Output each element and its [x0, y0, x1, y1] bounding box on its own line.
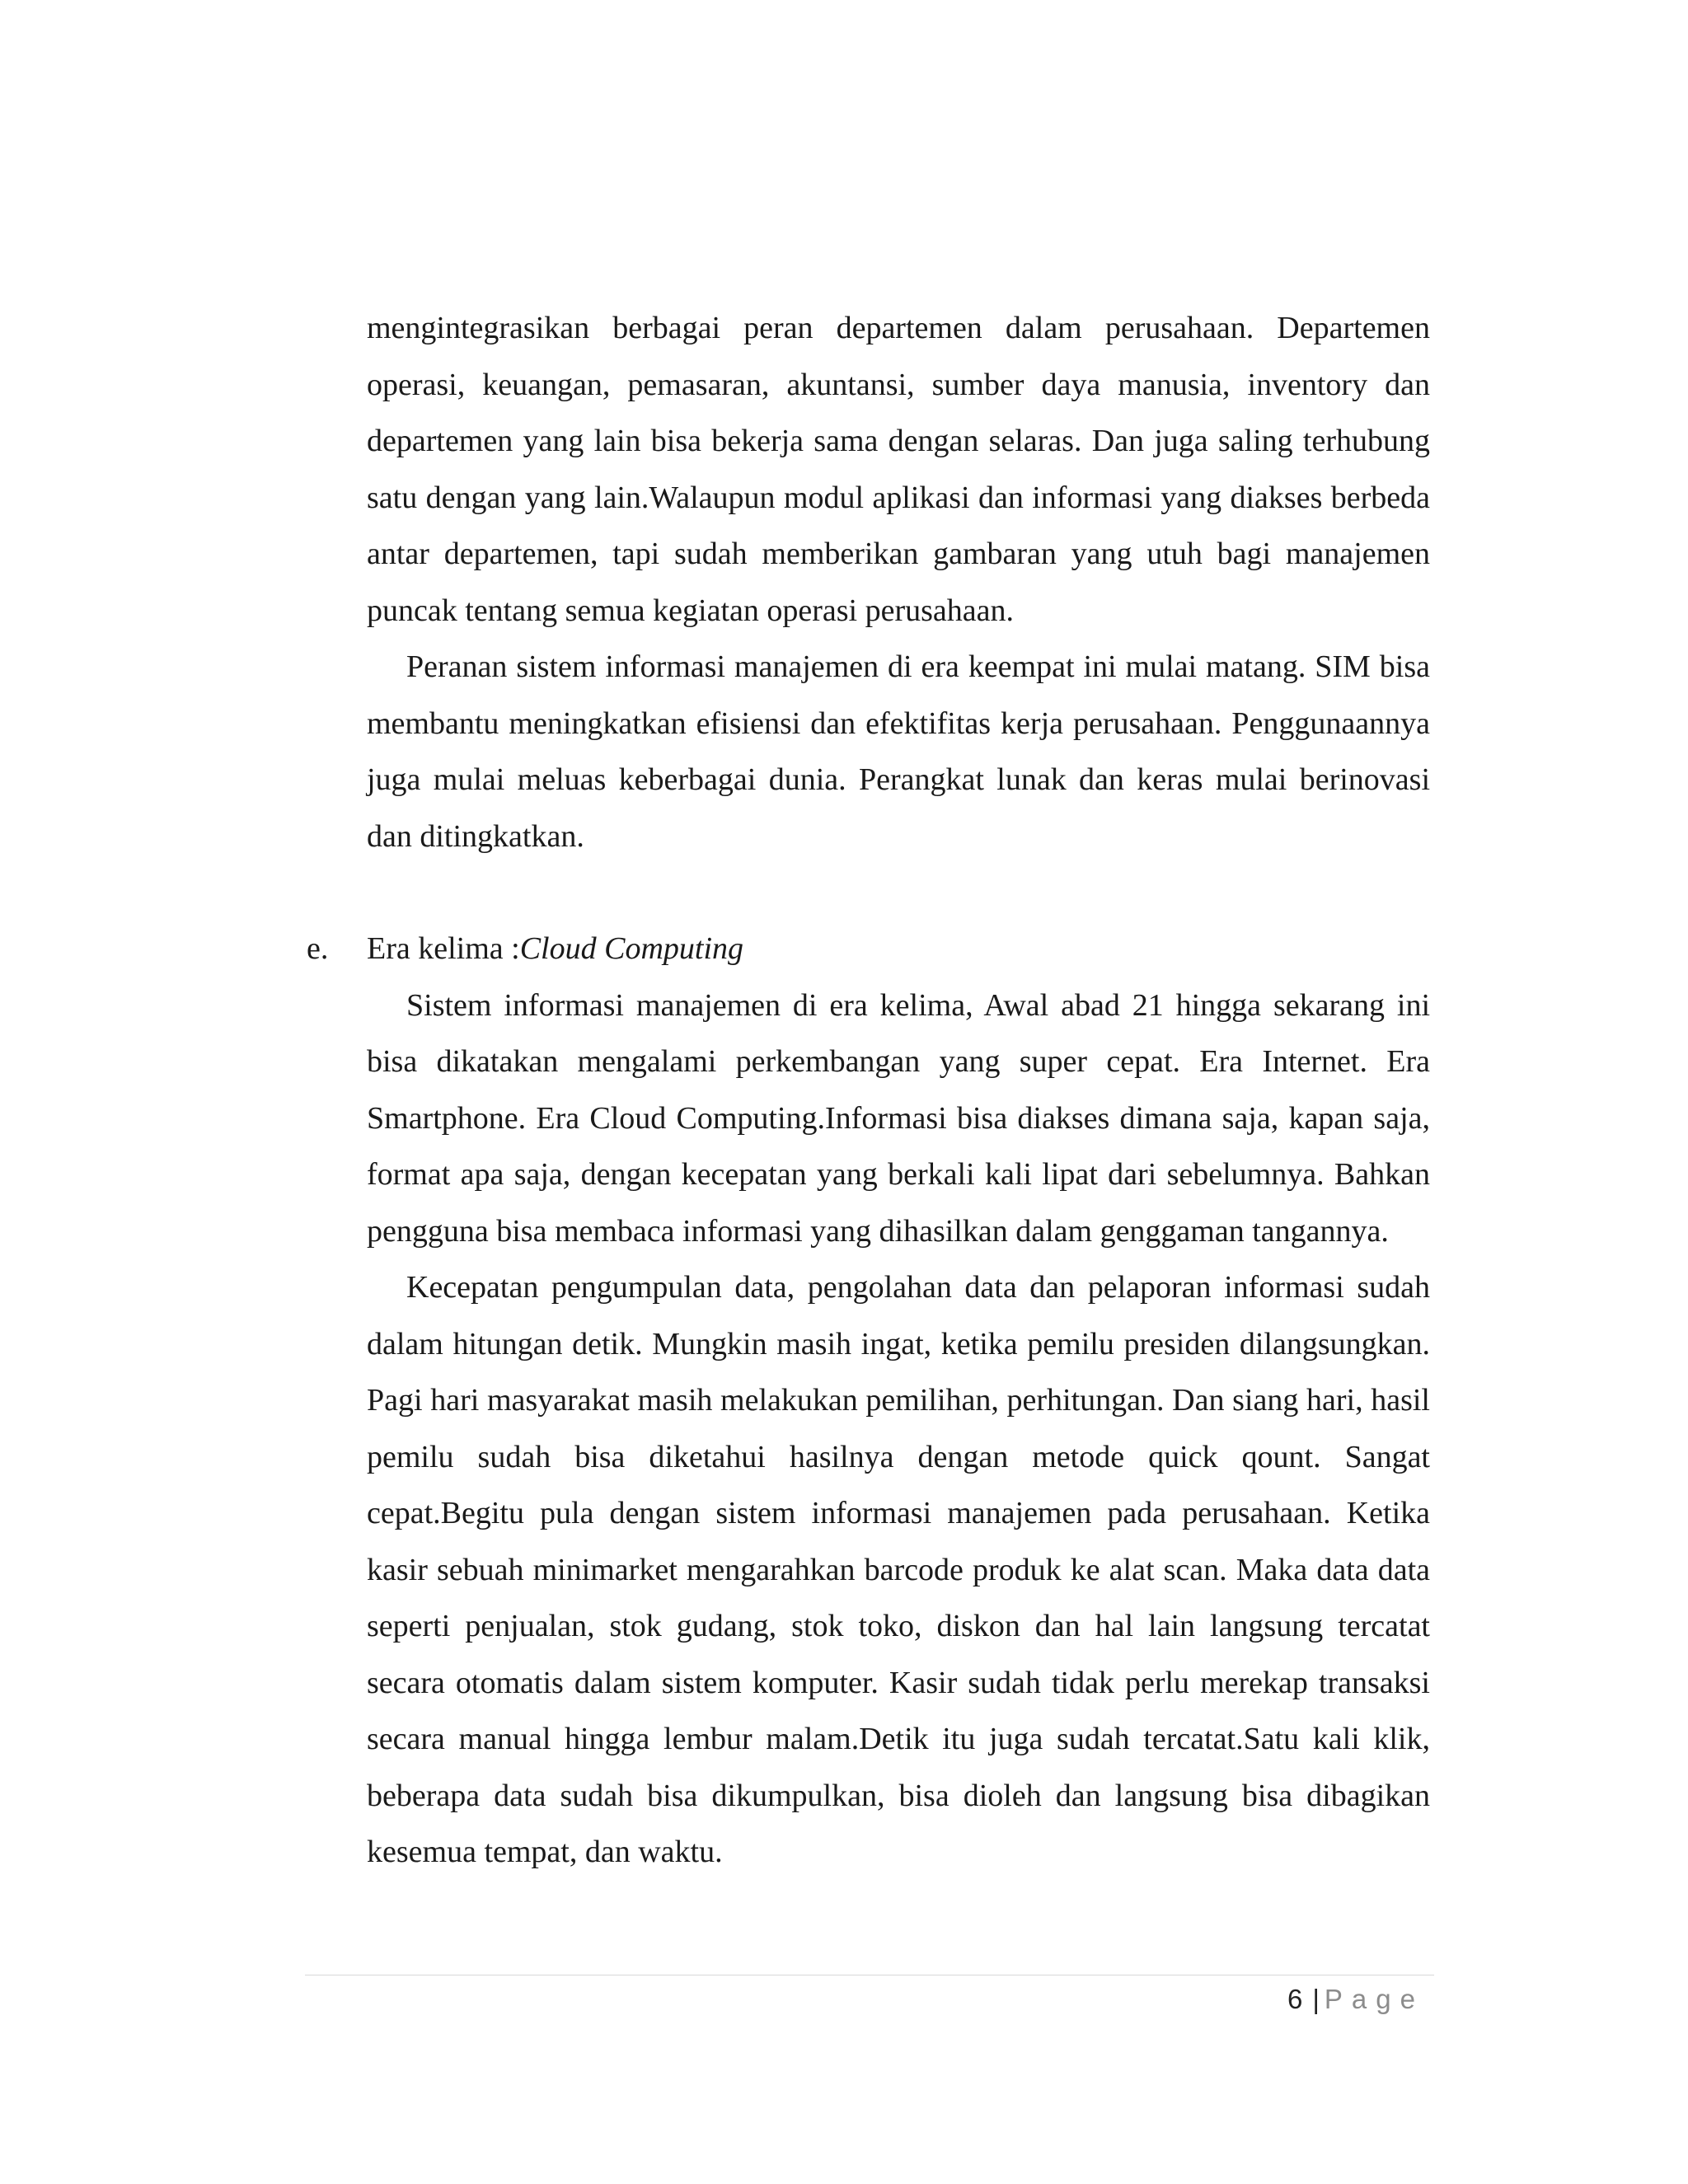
page-separator: | — [1312, 1984, 1320, 2014]
paragraph-era-keempat: Peranan sistem informasi manajemen di era keempat ini mulai matang. SIM bisa membantu meningkatkan efisiensi dan efektifitas kerja perusahaan. Penggunaannya juga mulai meluas keberbagai dunia. Perangkat lunak dan keras mulai berinovasi dan ditingkatkan. — [367, 649, 1430, 854]
page-footer — [1287, 1983, 1424, 2016]
heading-title-prefix: Era kelima : — [367, 931, 520, 966]
page-number: 6 — [1287, 1984, 1303, 2014]
heading-title-italic: Cloud Computing — [519, 931, 744, 966]
section-heading-era-kelima — [307, 921, 1430, 977]
paragraph-era-kelima-intro: Sistem informasi manajemen di era kelima, Awal abad 21 hingga sekarang ini bisa dikatakan mengalami perkembangan yang super cepat. Era Internet. Era Smartphone. Era Cloud Computing.Informasi bisa diakses dimana saja, kapan saja, format apa saja, dengan kecepatan yang berkali kali lipat dari sebelumnya. Bahkan pengguna bisa membaca informasi yang dihasilkan dalam genggaman tangannya. — [367, 987, 1430, 1249]
paragraph-era-kelima-detail: Kecepatan pengumpulan data, pengolahan data dan pelaporan informasi sudah dalam hitungan detik. Mungkin masih ingat, ketika pemilu presiden dilangsungkan. Pagi hari masyarakat masih melakukan pemilihan, perhitungan. Dan siang hari, hasil pemilu sudah bisa diketahui hasilnya dengan metode quick qount. Sangat cepat.Begitu pula dengan sistem informasi manajemen pada perusahaan. Ketika kasir sebuah minimarket mengarahkan barcode produk ke alat scan. Maka data data seperti penjualan, stok gudang, stok toko, diskon dan hal lain langsung tercatat secara otomatis dalam sistem komputer. Kasir sudah tidak perlu merekap transaksi secara manual hingga lembur malam.Detik itu juga sudah tercatat.Satu kali klik, beberapa data sudah bisa dikumpulkan, bisa dioleh dan langsung bisa dibagikan kesemua tempat, dan waktu. — [367, 1270, 1430, 1869]
paragraph-continuation: mengintegrasikan berbagai peran departemen dalam perusahaan. Departemen operasi, keuangan, pemasaran, akuntansi, sumber daya manusia, inventory dan departemen yang lain bisa bekerja sama dengan selaras. Dan juga saling terhubung satu dengan yang lain.Walaupun modul aplikasi dan informasi yang diakses berbeda antar departemen, tapi sudah memberikan gambaran yang utuh bagi manajemen puncak tentang semua kegiatan operasi perusahaan. — [367, 311, 1430, 628]
list-marker: e. — [307, 931, 329, 966]
document-body — [307, 300, 1430, 1881]
page-label: Page — [1324, 1984, 1424, 2014]
